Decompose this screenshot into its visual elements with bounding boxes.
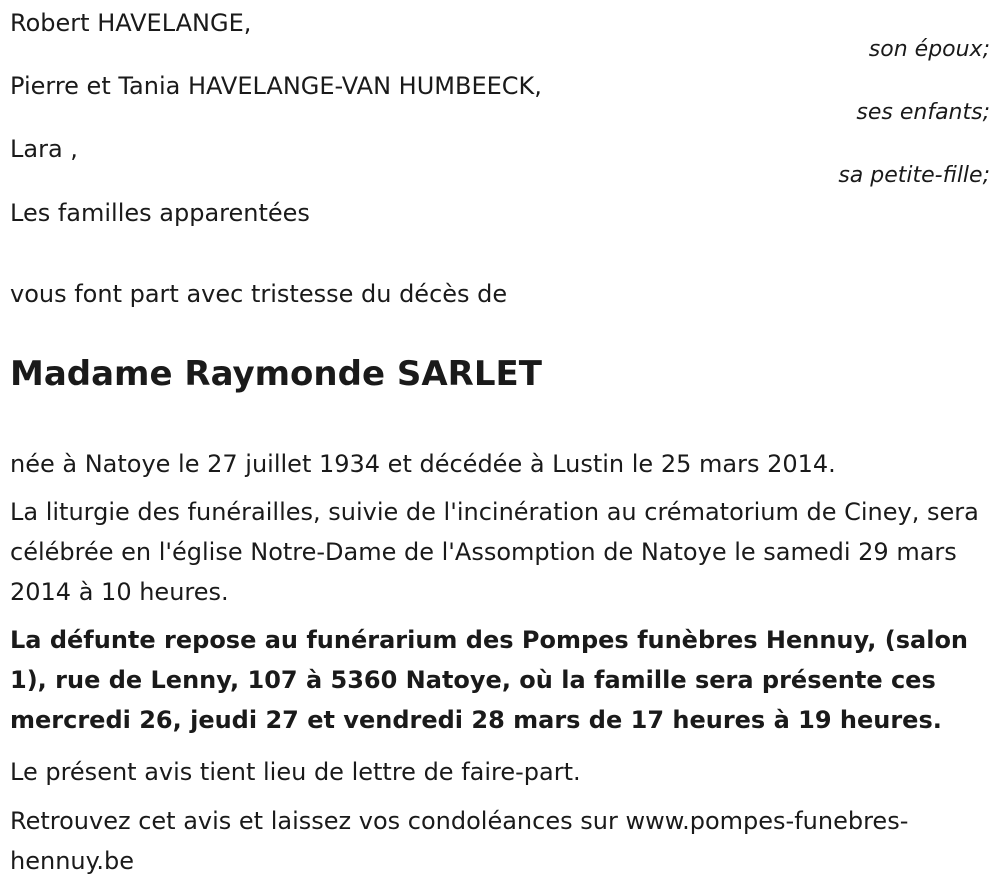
family-entry-spouse bbox=[10, 8, 990, 71]
notice-paragraph: Le présent avis tient lieu de lettre de faire-part. bbox=[10, 758, 581, 786]
family-entry-granddaughter bbox=[10, 134, 990, 197]
website-paragraph: Retrouvez cet avis et laissez vos condoléances sur www.pompes-funebres-hennuy.be bbox=[10, 807, 909, 875]
family-member-name: Robert HAVELANGE, bbox=[10, 9, 252, 37]
family-member-role: son époux; bbox=[868, 37, 990, 62]
family-member-name: Pierre et Tania HAVELANGE-VAN HUMBEECK, bbox=[10, 72, 542, 100]
deceased-name: Madame Raymonde SARLET bbox=[10, 354, 542, 394]
funeral-paragraph: La liturgie des funérailles, suivie de l'incinération au crématorium de Ciney, sera célébrée en l'église Notre-Dame de l'Assomption de Natoye le samedi 29 mars 2014 à 10 heures. bbox=[10, 498, 979, 606]
family-member-role: sa petite-fille; bbox=[838, 163, 990, 188]
family-entry-children bbox=[10, 71, 990, 134]
visitation-paragraph: La défunte repose au funérarium des Pompes funèbres Hennuy, (salon 1), rue de Lenny, 107 à 5360 Natoye, où la famille sera présente ces mercredi 26, jeudi 27 et vendredi 28 mars de 17 heures à 19 heures. bbox=[10, 626, 969, 734]
family-member-role: ses enfants; bbox=[856, 100, 990, 125]
relatives-line: Les familles apparentées bbox=[10, 199, 310, 227]
announcement-line: vous font part avec tristesse du décès de bbox=[10, 280, 508, 308]
family-list bbox=[10, 8, 990, 197]
family-member-name: Lara , bbox=[10, 135, 78, 163]
birth-death-paragraph: née à Natoye le 27 juillet 1934 et décédée à Lustin le 25 mars 2014. bbox=[10, 450, 836, 478]
